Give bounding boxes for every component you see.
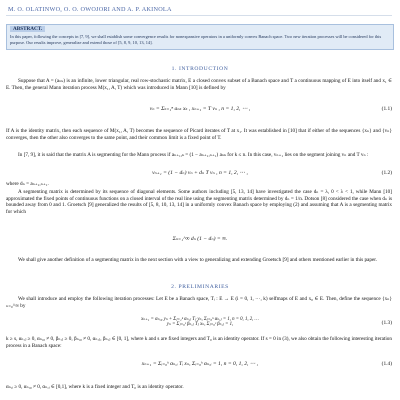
header-rule [6, 15, 392, 16]
intro-paragraph-3b: where dₙ = aₙ₊₁,ₙ₊₁. [6, 181, 49, 187]
equation-sum-condition [0, 236, 400, 242]
equation-1-3 [0, 317, 400, 327]
equation-1-2-body: vₙ₊₁ = (1 − dₙ) vₙ + dₙ T vₙ , n = 1, 2, ⋯ , [152, 170, 248, 176]
equation-1-2-number: (1.2) [381, 170, 392, 176]
equation-1-2 [0, 170, 400, 176]
equation-1-1 [0, 106, 400, 112]
equation-sum-condition-body: Σₙ₌₁^∞ dₙ (1 − dₙ) = ∞. [172, 236, 228, 242]
section-preliminaries-title: 2. PRELIMINARIES [171, 284, 229, 290]
running-header-authors: M. O. OLATINWO, O. O. OWOJORI AND A. P. AKINOLA [8, 6, 172, 13]
equation-1-1-number: (1.1) [381, 106, 392, 112]
prelim-paragraph-1: We shall introduce and employ the following iteration processes: Let E be a Banach space, Tᵢ : E → E (i = 0, 1, ⋯, k) selfmaps of E and x₀ ∈ E. Then, define the sequence {xₙ}ₙ₌₀^∞ by [6, 296, 392, 309]
equation-1-1-body: vₙ = Σₖ₌₁ⁿ aₙₖ xₖ , xₙ₊₁ = T vₙ , n = 1, 2, ⋯ , [149, 106, 251, 112]
intro-paragraph-2: If A is the identity matrix, then each sequence of M(x₁, A, T) becomes the sequence of Picard iterates of T at x₁. It was established in [10] that if either of the sequences {xₙ} and {vₙ} converges, then the other also converges to the same point, and their common limit is a fixed point of T. [6, 128, 392, 141]
section-introduction-title: 1. INTRODUCTION [171, 66, 229, 72]
abstract-text: In this paper, following the concepts in [7, 9], we shall establish some convergence results for nonexpansive operators in a uniformly convex Banach space. Two new iteration processes will be considered for this purpose. Our results improve, generalize and extend those of [5, 8, 9, 10, 13, 14]. [10, 34, 382, 45]
equation-1-4-body: xₙ₊₁ = Σᵢ₌₀ᵏ αₙ,ᵢ Tᵢ xₙ, Σᵢ₌₀ᵏ αₙ,ᵢ = 1, n = 0, 1, 2, ⋯ , [141, 361, 259, 367]
equation-1-3-line-b: yₙ = Σⱼ₌₀ˢ βₙ,ⱼ Tⱼ xₙ, Σⱼ₌₀ˢ βₙ,ⱼ = 1, [166, 322, 234, 327]
abstract-title: ABSTRACT. [10, 26, 45, 32]
equation-1-3-line-a: xₙ₊₁ = αₙ,₀ yₙ + Σⱼ₌₁ᵏ αₙ,ⱼ Tⱼ yₙ, Σⱼ₌₀ᵏ αₙ,ⱼ = 1, n = 0, 1, 2, … [141, 317, 259, 322]
equation-1-3-number: (1.3) [381, 320, 392, 326]
intro-paragraph-4: A segmenting matrix is determined by its sequence of diagonal elements. Some authors including [5, 13, 14] have investigated the case dₙ = λ, 0 < λ < 1, while Mann [10] approximated the fixed points of continuous functions on a closed interval of the real line using the segmenting matrix determined by dₙ = 1/n. Dotson [8] considered the case when dₙ is bounded away from 0 and 1. Groetsch [9] generalized the results of [5, 8, 10, 13, 14] in a uniformly convex Banach space by employing (2) and assuming that A is a segmenting matrix for which [6, 189, 392, 215]
abstract-box [6, 24, 394, 50]
equation-1-4-number: (1.4) [381, 361, 392, 367]
equation-1-4 [0, 361, 400, 367]
intro-paragraph-1: Suppose that A = (aₙₖ) is an infinite, lower triangular, real row-stochastic matrix, E a closed convex subset of a Banach space and T a continuous mapping of E into itself and x₁ ∈ E. Then, the general Mann iteration process M(x₁, A, T) which was introduced in Mann [10] is defined by [6, 78, 392, 91]
prelim-paragraph-3: αₙ,ᵢ ≥ 0, αₙ,₀ ≠ 0, αₙ,ᵢ ∈ [0,1], where k is a fixed integer and T₀ is an identity operator. [6, 384, 184, 390]
prelim-paragraph-2: k ≥ s, αₙ,ⱼ ≥ 0, αₙ,₀ ≠ 0, βₙ,ⱼ ≥ 0, βₙ,₀ ≠ 0, αₙ,ⱼ, βₙ,ⱼ ∈ [0, 1], where k and s are fixed integers and T₀ is an identity operator. If s = 0 in (3), we also obtain the following interesting iteration process in a Banach space: [6, 336, 392, 349]
intro-paragraph-5: We shall give another definition of a segmenting matrix in the next section with a view to generalizing and extending Groetsch [9] and others mentioned earlier in this paper. [18, 257, 377, 263]
intro-paragraph-3: In [7, 9], it is said that the matrix A is segmenting for the Mann process if aₙ₊₁,ₖ = (1 − aₙ₊₁,ₙ₊₁) aₙₖ for k ≤ n. In this case, vₙ₊₁ lies on the segment joining vₙ and T vₙ : [18, 152, 369, 158]
